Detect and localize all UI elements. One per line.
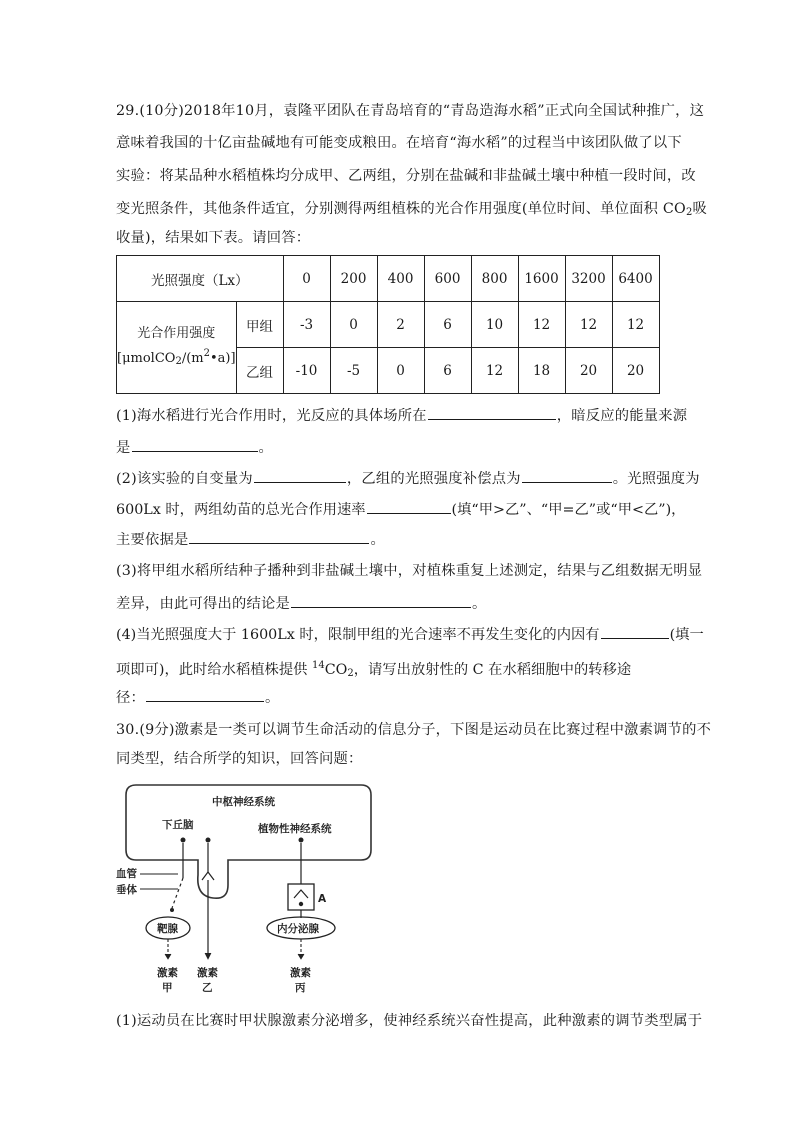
hypothalamus-label: 下丘脑 — [162, 819, 194, 831]
q29-sub1-line2: 是 。 — [116, 437, 684, 458]
table-cell: 12 — [565, 302, 612, 348]
q29-sub2-line1: (2)该实验的自变量为 ，乙组的光照强度补偿点为 。光照强度为 — [116, 468, 684, 489]
table-cell: 12 — [471, 348, 518, 394]
answer-blank[interactable] — [428, 405, 556, 420]
answer-blank[interactable] — [189, 529, 369, 544]
q29-line-3: 实验：将某品种水稻植株均分成甲、乙两组，分别在盐碱和非盐碱土壤中种植一段时间，改 — [116, 168, 696, 184]
synapse-mark — [202, 872, 214, 880]
group-b-label: 乙组 — [236, 348, 283, 394]
q29-sub3-line1: (3)将甲组水稻所结种子播种到非盐碱土壤中，对植株重复上述测定，结果与乙组数据无明显 — [116, 563, 703, 579]
table-cell: 400 — [377, 256, 424, 302]
hormone-b-label: 乙 — [202, 982, 213, 994]
hormone-b-word: 激素 — [197, 967, 218, 979]
arrow-head — [165, 954, 171, 959]
photosynthesis-table — [116, 255, 660, 394]
table-cell: 18 — [518, 348, 565, 394]
table-cell: -5 — [330, 348, 377, 394]
neuron-dot — [299, 838, 304, 843]
rate-label-line2: $[\mu molCO_2/(m^2•a)]$ — [117, 347, 236, 367]
q29-sub4-line3: 径： 。 — [116, 687, 684, 708]
q29-sub1-line1: (1)海水稻进行光合作用时，光反应的具体场所在 ，暗反应的能量来源 — [116, 405, 684, 426]
neuron-dot — [206, 838, 211, 843]
table-cell: 12 — [612, 302, 659, 348]
rate-label-cell — [117, 302, 237, 394]
pituitary-label: 垂体 — [116, 884, 137, 896]
arrow-head — [298, 954, 304, 959]
answer-blank[interactable] — [601, 624, 669, 639]
target-gland-label: 靶腺 — [157, 923, 178, 935]
q29-sub2-line2: 600Lx 时，两组幼苗的总光合作用速率 (填“甲>乙”、“甲=乙”或“甲<乙”)， — [116, 499, 684, 520]
table-row — [117, 302, 660, 348]
q29-line-5: 收量)，结果如下表。请回答： — [116, 230, 311, 246]
q29-sub4-line2: 项即可)，此时给水稻植株提供 $^{14}CO_2$，请写出放射性的 C 在水稻细胞中的转移途 — [116, 660, 632, 679]
answer-blank[interactable] — [522, 468, 612, 483]
table-cell: 800 — [471, 256, 518, 302]
table-cell: 1600 — [518, 256, 565, 302]
table-cell: 6 — [424, 348, 471, 394]
q29-sub2-line3: 主要依据是 。 — [116, 529, 684, 550]
cns-label: 中枢神经系统 — [212, 796, 275, 808]
table-row — [117, 256, 660, 302]
ans-label: 植物性神经系统 — [258, 823, 332, 835]
neuron-dot — [299, 902, 303, 906]
table-cell: 0 — [330, 302, 377, 348]
table-cell: -10 — [283, 348, 330, 394]
q29-line-4: 变光照条件，其他条件适宜，分别测得两组植株的光合作用强度(单位时间、单位面积 $CO_2$吸 — [116, 201, 708, 218]
vessel-label: 血管 — [116, 868, 137, 880]
synapse-mark — [294, 890, 308, 898]
table-cell: 3200 — [565, 256, 612, 302]
answer-blank[interactable] — [367, 499, 451, 514]
table-cell: 600 — [424, 256, 471, 302]
q29-line-2: 意味着我国的十亿亩盐碱地有可能变成粮田。在培育“海水稻”的过程当中该团队做了以下 — [116, 135, 682, 151]
answer-blank[interactable] — [254, 468, 346, 483]
table-cell: 0 — [283, 256, 330, 302]
dashed-path — [172, 878, 183, 908]
table-cell: 20 — [612, 348, 659, 394]
arrow-head — [205, 953, 211, 959]
q30-line-1: 30.(9分)激素是一类可以调节生命活动的信息分子，下图是运动员在比赛过程中激素调节的不 — [116, 722, 712, 738]
table-cell: 10 — [471, 302, 518, 348]
hormone-c-label: 丙 — [295, 982, 306, 994]
neuron-dot — [181, 838, 186, 843]
hormone-a-label: 甲 — [162, 982, 173, 994]
hormone-a-word: 激素 — [157, 967, 178, 979]
neuron-dot — [170, 908, 174, 912]
answer-blank[interactable] — [146, 687, 264, 702]
table-cell: 200 — [330, 256, 377, 302]
table-cell: -3 — [283, 302, 330, 348]
answer-blank[interactable] — [291, 593, 471, 608]
group-a-label: 甲组 — [236, 302, 283, 348]
q29-line-1: 29.(10分)2018年10月，袁隆平团队在青岛培育的“青岛造海水稻”正式向全国试种推广，这 — [116, 103, 705, 119]
light-intensity-header: 光照强度（Lx） — [117, 256, 284, 302]
q30-sub1-line1: (1)运动员在比赛时甲状腺激素分泌增多，使神经系统兴奋性提高，此种激素的调节类型属于 — [116, 1013, 703, 1029]
table-cell: 6 — [424, 302, 471, 348]
q29-sub4-line1: (4)当光照强度大于 1600Lx 时，限制甲组的光合速率不再发生变化的内因有 (填一 — [116, 624, 684, 645]
rate-label-line1: 光合作用强度 — [137, 325, 216, 341]
table-cell: 12 — [518, 302, 565, 348]
q30-line-2: 同类型，结合所学的知识，回答问题： — [116, 751, 363, 767]
q29-sub3-line2: 差异，由此可得出的结论是 。 — [116, 593, 684, 614]
a-label: A — [318, 893, 327, 905]
table-cell: 20 — [565, 348, 612, 394]
answer-blank[interactable] — [132, 437, 258, 452]
hormone-c-word: 激素 — [290, 967, 311, 979]
table-cell: 2 — [377, 302, 424, 348]
endocrine-gland-label: 内分泌腺 — [277, 923, 319, 935]
table-cell: 0 — [377, 348, 424, 394]
table-cell: 6400 — [612, 256, 659, 302]
hormone-regulation-diagram — [116, 780, 386, 1000]
